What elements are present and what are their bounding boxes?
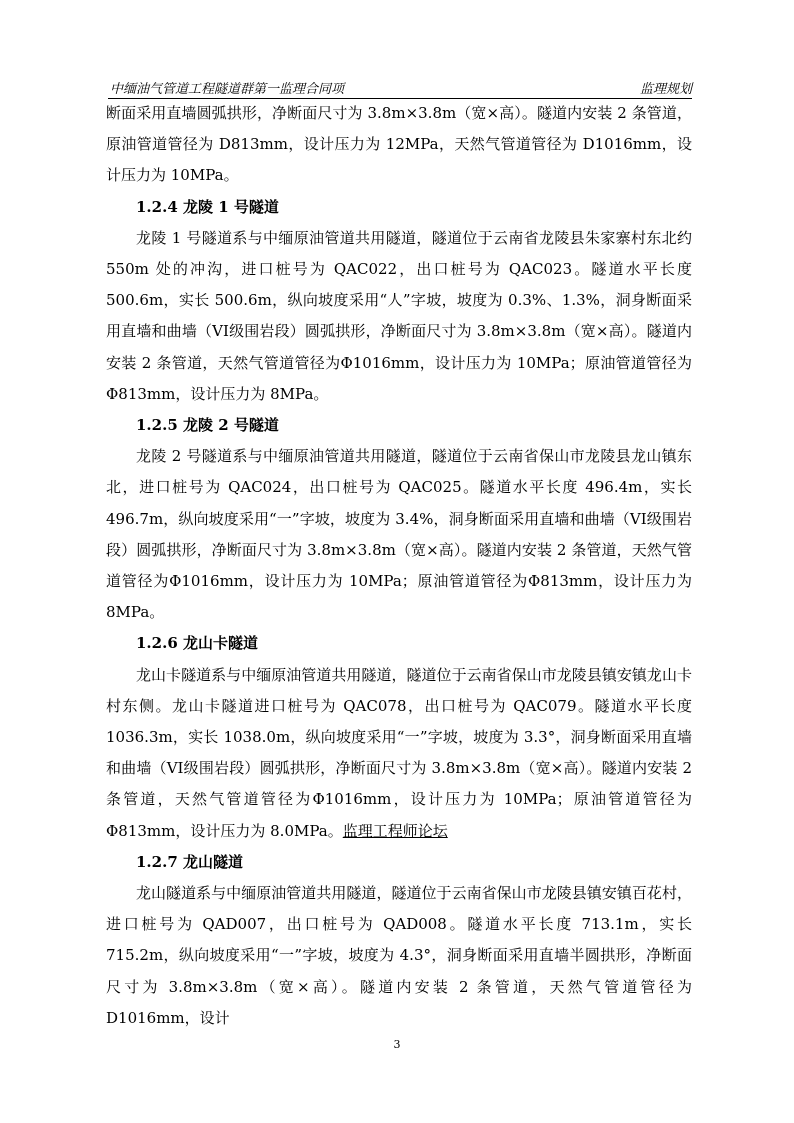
header-section: 监理规划 xyxy=(639,82,692,97)
intro-paragraph: 断面采用直墙圆弧拱形，净断面尺寸为 3.8m×3.8m（宽×高）。隧道内安装 2 条管道，原油管道管径为 D813mm，设计压力为 12MPa，天然气管道管径为 D1016mm，设计压力为 10MPa。 xyxy=(106,104,692,185)
header-title: 中缅油气管道工程隧道群第一监理合同项 xyxy=(110,82,345,97)
page-header xyxy=(108,76,692,99)
section-paragraph xyxy=(106,660,692,847)
section-paragraph-text: 龙山卡隧道系与中缅原油管道共用隧道，隧道位于云南省保山市龙陵县镇安镇龙山卡村东侧。龙山卡隧道进口桩号为 QAC078，出口桩号为 QAC079。隧道水平长度 1036.3m，实长 1038.0m，纵向坡度采用“一”字坡，坡度为 3.3°，洞身断面采用直墙和曲墙（VI级围岩段）圆弧拱形，净断面尺寸为 3.8m×3.8m（宽×高）。隧道内安装 2 条管道，天然气管道管径为Φ1016mm，设计压力为 10MPa；原油管道管径为Φ813mm，设计压力为 8.0MPa。 xyxy=(106,665,692,840)
section-paragraph: 龙陵 1 号隧道系与中缅原油管道共用隧道，隧道位于云南省龙陵县朱家寨村东北约 550m 处的冲沟，进口桩号为 QAC022，出口桩号为 QAC023。隧道水平长度 500.6m，实长 500.6m，纵向坡度采用“人”字坡，坡度为 0.3%、1.3%，洞身断面采用直墙和曲墙（VI级围岩段）圆弧拱形，净断面尺寸为 3.8m×3.8m（宽×高）。隧道内安装 2 条管道，天然气管道管径为Φ1016mm，设计压力为 10MPa；原油管道管径为Φ813mm，设计压力为 8MPa。 xyxy=(106,228,692,403)
forum-link[interactable]: 监理工程师论坛 xyxy=(342,821,448,840)
section-heading: 1.2.7 龙山隧道 xyxy=(136,852,243,871)
page-number: 3 xyxy=(393,1038,401,1051)
section-paragraph: 龙陵 2 号隧道系与中缅原油管道共用隧道，隧道位于云南省保山市龙陵县龙山镇东北，进口桩号为 QAC024，出口桩号为 QAC025。隧道水平长度 496.4m，实长 496.7m，纵向坡度采用“一”字坡，坡度为 3.4%，洞身断面采用直墙和曲墙（VI级围岩段）圆弧拱形，净断面尺寸为 3.8m×3.8m（宽×高）。隧道内安装 2 条管道，天然气管道管径为Φ1016mm，设计压力为 10MPa；原油管道管径为Φ813mm，设计压力为 8MPa。 xyxy=(106,447,692,622)
section-heading: 1.2.5 龙陵 2 号隧道 xyxy=(136,416,279,435)
document-body xyxy=(106,98,692,1034)
section-heading: 1.2.6 龙山卡隧道 xyxy=(136,634,258,653)
section-heading: 1.2.4 龙陵 1 号隧道 xyxy=(136,197,279,216)
section-paragraph: 龙山隧道系与中缅原油管道共用隧道，隧道位于云南省保山市龙陵县镇安镇百花村，进口桩号为 QAD007，出口桩号为 QAD008。隧道水平长度 713.1m，实长 715.2m，纵向坡度采用“一”字坡，坡度为 4.3°，洞身断面采用直墙半圆拱形，净断面尺寸为 3.8m×3.8m（宽×高）。隧道内安装 2 条管道，天然气管道管径为 D1016mm，设计 xyxy=(106,884,692,1027)
